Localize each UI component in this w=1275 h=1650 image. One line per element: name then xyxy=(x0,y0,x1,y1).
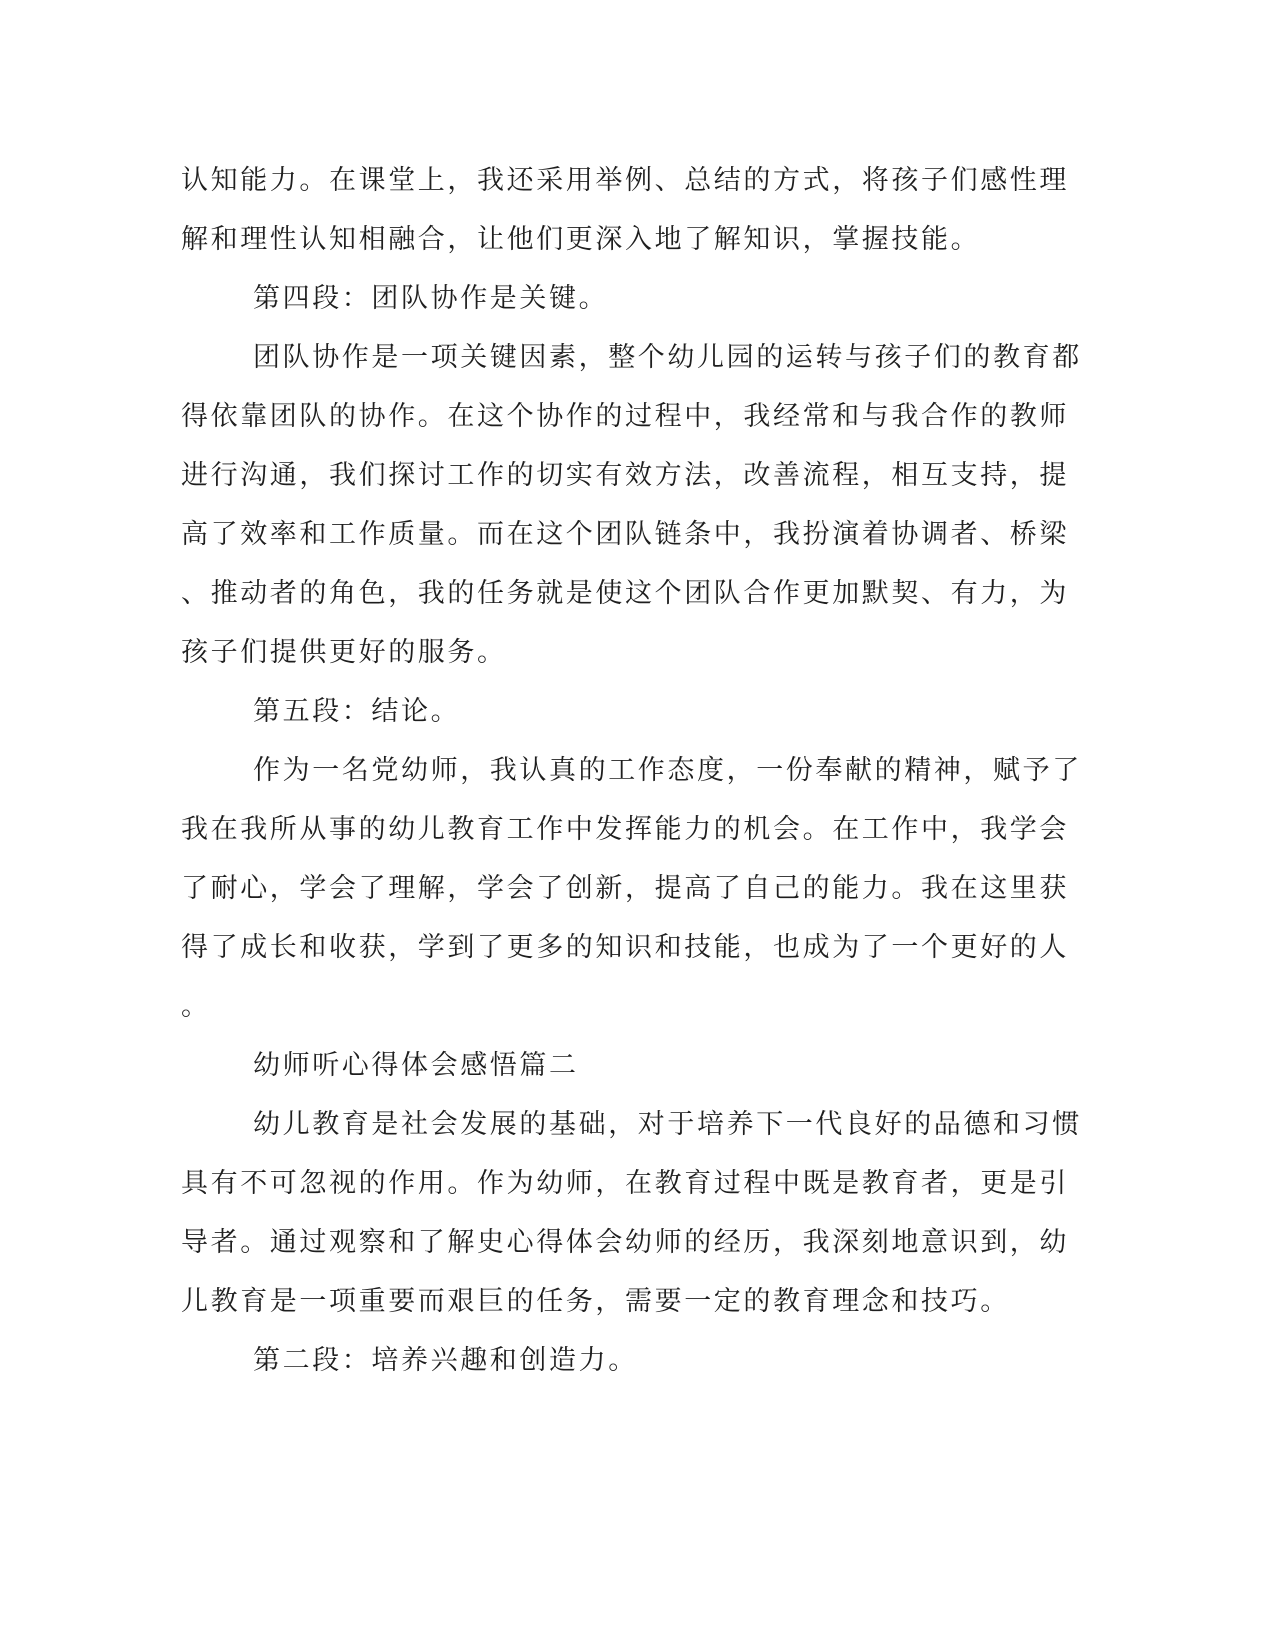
text-line-7: 高了效率和工作质量。而在这个团队链条中，我扮演着协调者、桥梁 xyxy=(181,519,1069,550)
article-title-2: 幼师听心得体会感悟篇二 xyxy=(253,1050,579,1081)
text-line-8: 、推动者的角色，我的任务就是使这个团队合作更加默契、有力，为 xyxy=(181,578,1069,609)
text-line-20: 儿教育是一项重要而艰巨的任务，需要一定的教育理念和技巧。 xyxy=(181,1286,1010,1317)
text-line-4: 团队协作是一项关键因素，整个幼儿园的运转与孩子们的教育都 xyxy=(253,342,1082,373)
text-line-19: 导者。通过观察和了解史心得体会幼师的经历，我深刻地意识到，幼 xyxy=(181,1227,1069,1258)
text-line-6: 进行沟通，我们探讨工作的切实有效方法，改善流程，相互支持，提 xyxy=(181,460,1069,491)
text-line-13: 了耐心，学会了理解，学会了创新，提高了自己的能力。我在这里获 xyxy=(181,873,1069,904)
text-line-14: 得了成长和收获，学到了更多的知识和技能，也成为了一个更好的人 xyxy=(181,932,1069,963)
section-heading-2: 第二段：培养兴趣和创造力。 xyxy=(253,1345,638,1376)
text-line-12: 我在我所从事的幼儿教育工作中发挥能力的机会。在工作中，我学会 xyxy=(181,814,1069,845)
text-line-17: 幼儿教育是社会发展的基础，对于培养下一代良好的品德和习惯 xyxy=(253,1109,1082,1140)
text-line-1: 认知能力。在课堂上，我还采用举例、总结的方式，将孩子们感性理 xyxy=(181,165,1069,196)
text-line-9: 孩子们提供更好的服务。 xyxy=(181,637,507,668)
section-heading-5: 第五段：结论。 xyxy=(253,696,461,727)
text-line-18: 具有不可忽视的作用。作为幼师，在教育过程中既是教育者，更是引 xyxy=(181,1168,1069,1199)
text-line-2: 解和理性认知相融合，让他们更深入地了解知识，掌握技能。 xyxy=(181,224,981,255)
section-heading-4: 第四段：团队协作是关键。 xyxy=(253,283,609,314)
text-line-11: 作为一名党幼师，我认真的工作态度，一份奉献的精神，赋予了 xyxy=(253,755,1082,786)
text-line-5: 得依靠团队的协作。在这个协作的过程中，我经常和与我合作的教师 xyxy=(181,401,1069,432)
body-text xyxy=(181,151,1082,1390)
text-line-15: 。 xyxy=(181,991,211,1022)
